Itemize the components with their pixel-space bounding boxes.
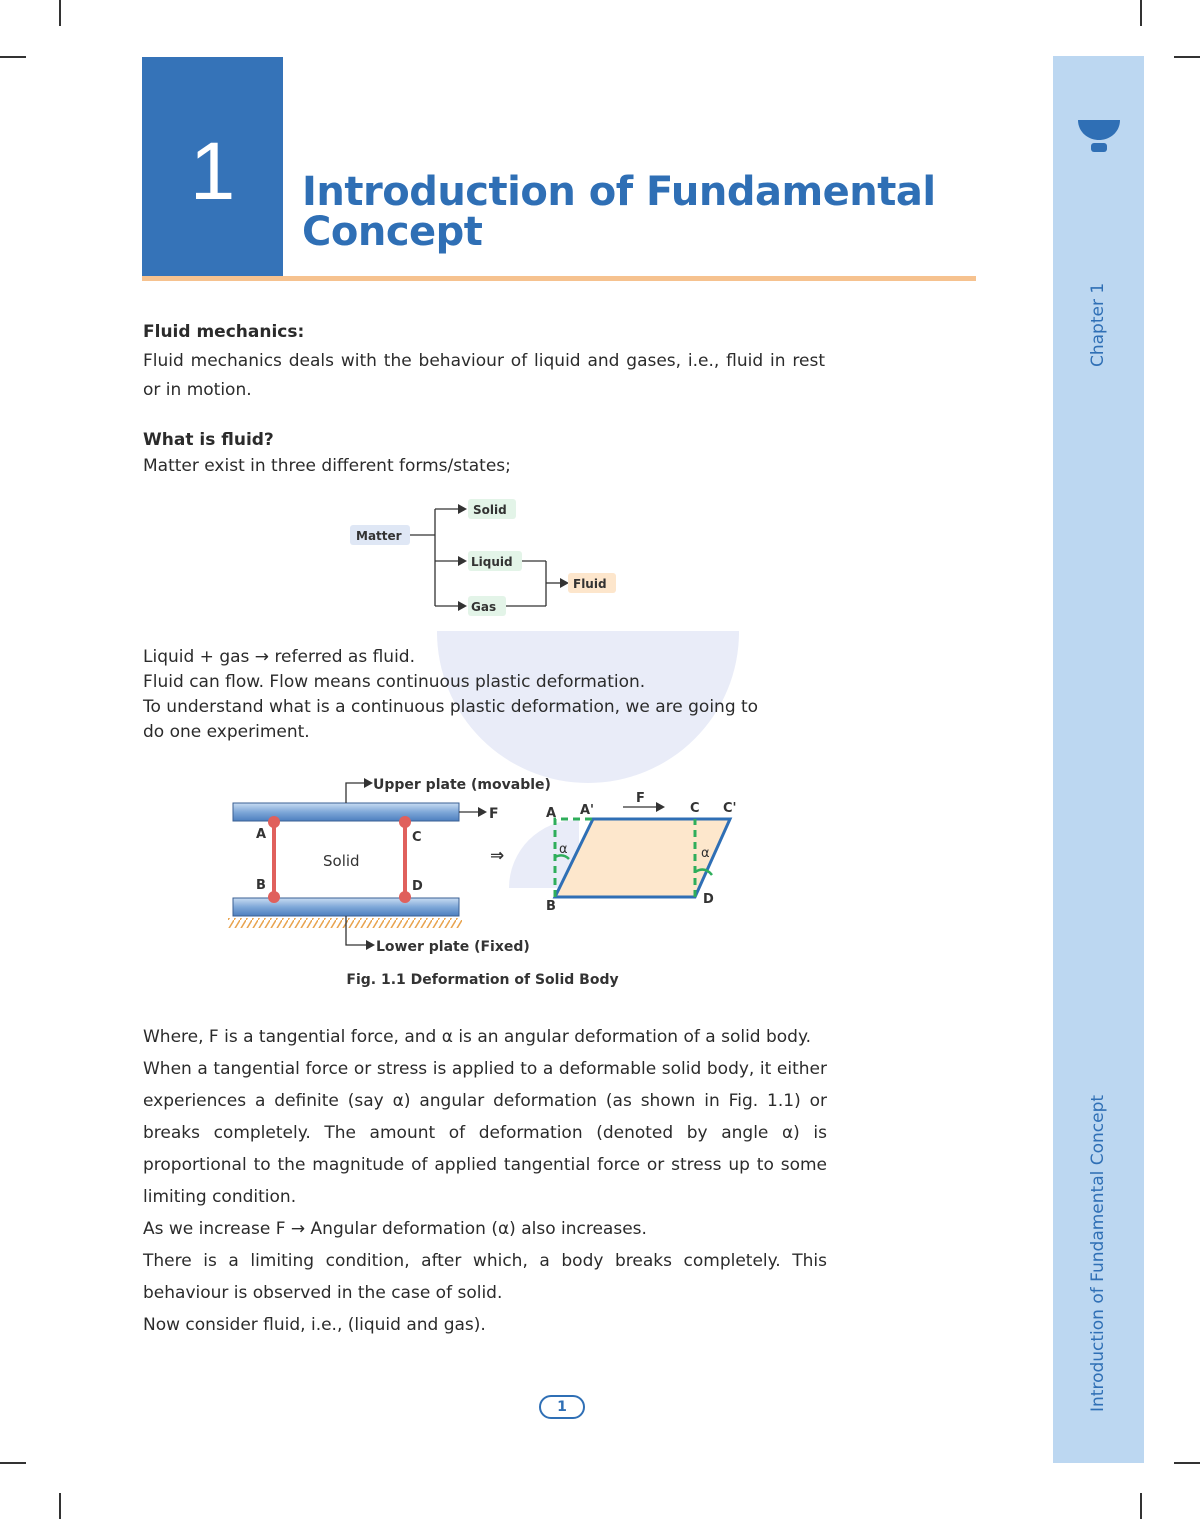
body-text xyxy=(143,1021,827,1341)
side-label-title: Introduction of Fundamental Concept xyxy=(1088,1094,1108,1412)
figure-point-a-prime: A' xyxy=(580,803,595,818)
joint-b xyxy=(268,891,280,903)
figure-implies-arrow: ⇒ xyxy=(490,846,505,866)
upper-plate xyxy=(233,803,459,821)
figure-point-b: B xyxy=(256,878,266,893)
text-line: do one experiment. xyxy=(143,722,310,742)
body-paragraph: When a tangential force or stress is applied to a deformable solid body, it either experiences a definite (say α) angular deformation (as shown in Fig. 1.1) or breaks completely. The amount of deformation (denoted by angle α) is proportional to the magnitude of applied tangential force or stress up to some limiting condition. xyxy=(143,1059,827,1207)
lower-plate xyxy=(233,898,459,916)
what-is-fluid-text: Matter exist in three different forms/states; xyxy=(143,456,511,476)
side-label-chapter: Chapter 1 xyxy=(1088,282,1108,367)
section-heading-fluid-mechanics: Fluid mechanics: xyxy=(143,322,305,342)
figure-point-d-right: D xyxy=(703,892,714,907)
fluid-mechanics-text: Fluid mechanics deals with the behaviour of liquid and gases, i.e., fluid in rest or in motion. xyxy=(143,351,825,400)
figure-point-a-right: A xyxy=(546,806,557,821)
text-line: Fluid can flow. Flow means continuous plastic deformation. xyxy=(143,672,646,692)
text-line: Liquid + gas → referred as fluid. xyxy=(143,647,415,667)
figure-force-label-right: F xyxy=(636,791,645,806)
ground-hatch xyxy=(228,918,462,928)
tree-node-solid: Solid xyxy=(473,503,507,517)
section-heading-what-is-fluid: What is fluid? xyxy=(143,430,274,450)
page-title-line1: Introduction of Fundamental xyxy=(302,169,936,215)
joint-d xyxy=(399,891,411,903)
figure-solid-label: Solid xyxy=(323,852,360,870)
figure-alpha-right: α xyxy=(701,846,710,861)
tree-node-liquid: Liquid xyxy=(471,555,513,569)
text-line: To understand what is a continuous plastic deformation, we are going to xyxy=(143,697,759,717)
body-paragraph: Now consider fluid, i.e., (liquid and gas). xyxy=(143,1315,486,1335)
page-number: 1 xyxy=(539,1395,585,1419)
body-paragraph: As we increase F → Angular deformation (α) also increases. xyxy=(143,1219,647,1239)
page-title-line2: Concept xyxy=(302,209,483,255)
figure-force-label: F xyxy=(489,806,499,822)
chapter-number: 1 xyxy=(189,126,236,217)
figure-upper-plate-label: Upper plate (movable) xyxy=(373,777,551,793)
joint-a xyxy=(268,816,280,828)
figure-point-c-prime: C' xyxy=(723,801,737,816)
tree-node-matter: Matter xyxy=(356,529,402,543)
body-paragraph: There is a limiting condition, after which, a body breaks completely. This behaviour is observed in the case of solid. xyxy=(143,1251,827,1303)
figure-alpha-left: α xyxy=(559,842,568,857)
tree-node-fluid: Fluid xyxy=(573,577,607,591)
figure-point-b-right: B xyxy=(546,899,556,914)
figure-point-c-right: C xyxy=(690,801,700,816)
body-paragraph: Where, F is a tangential force, and α is an angular deformation of a solid body. xyxy=(143,1027,812,1047)
tree-node-gas: Gas xyxy=(471,600,497,614)
figure-point-d: D xyxy=(412,879,423,894)
figure-lower-plate-label: Lower plate (Fixed) xyxy=(376,939,530,955)
figure-point-c: C xyxy=(412,830,422,845)
figure-point-a: A xyxy=(256,827,267,842)
joint-c xyxy=(399,816,411,828)
figure-caption: Fig. 1.1 Deformation of Solid Body xyxy=(346,972,619,988)
